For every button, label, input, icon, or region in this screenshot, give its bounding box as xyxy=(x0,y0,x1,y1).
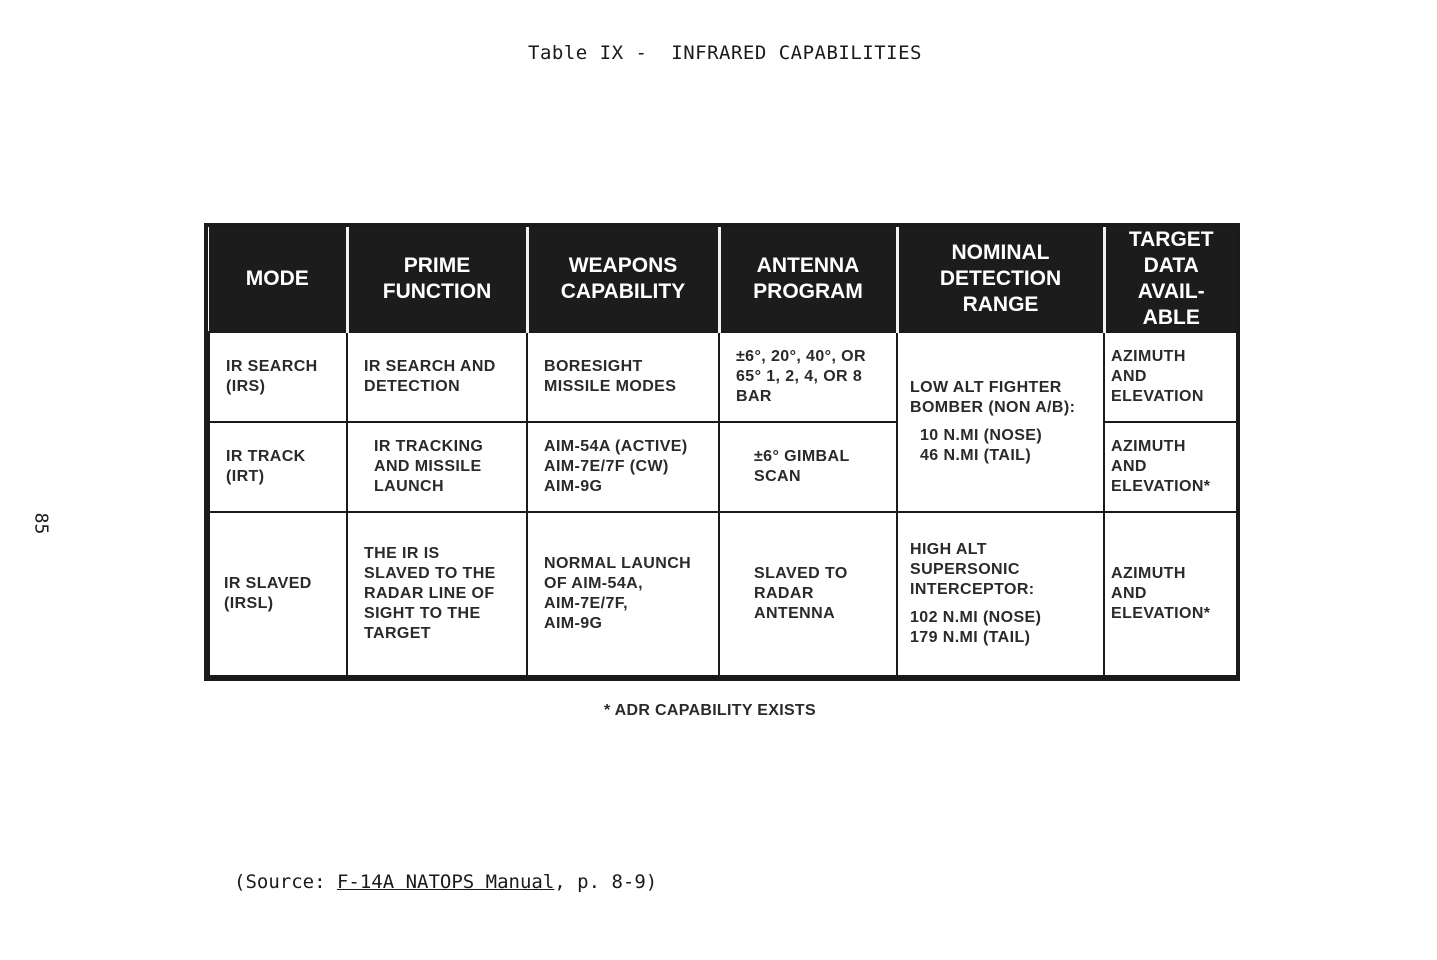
header-prime-function: PRIME FUNCTION xyxy=(347,227,527,332)
header-row xyxy=(209,227,1237,332)
cell-antenna: SLAVED TO RADAR ANTENNA xyxy=(719,512,897,676)
source-citation xyxy=(234,871,657,893)
page-number: 85 xyxy=(30,512,52,535)
infrared-capabilities-table xyxy=(204,223,1240,681)
cell-target-data: AZIMUTH AND ELEVATION xyxy=(1104,332,1237,422)
cell-function: IR TRACKING AND MISSILE LAUNCH xyxy=(347,422,527,512)
cell-antenna: ±6° GIMBAL SCAN xyxy=(719,422,897,512)
cell-function: THE IR IS SLAVED TO THE RADAR LINE OF SIGHT TO THE TARGET xyxy=(347,512,527,676)
header-mode: MODE xyxy=(209,227,347,332)
table-row xyxy=(209,332,1237,422)
header-target-data-available: TARGET DATA AVAIL- ABLE xyxy=(1104,227,1237,332)
cell-antenna: ±6°, 20°, 40°, OR 65° 1, 2, 4, OR 8 BAR xyxy=(719,332,897,422)
source-prefix: (Source: xyxy=(234,871,337,893)
cell-mode: IR SLAVED (IRSL) xyxy=(209,512,347,676)
cell-mode: IR SEARCH (IRS) xyxy=(209,332,347,422)
capabilities-table xyxy=(208,227,1238,677)
header-antenna-program: ANTENNA PROGRAM xyxy=(719,227,897,332)
cell-target-data: AZIMUTH AND ELEVATION* xyxy=(1104,422,1237,512)
source-suffix: , p. 8-9) xyxy=(554,871,658,893)
cell-weapons: NORMAL LAUNCH OF AIM-54A, AIM-7E/7F, AIM-9G xyxy=(527,512,719,676)
cell-function: IR SEARCH AND DETECTION xyxy=(347,332,527,422)
table-title: Table IX - INFRARED CAPABILITIES xyxy=(528,42,922,64)
footnote: * ADR CAPABILITY EXISTS xyxy=(604,702,816,719)
header-weapons-capability: WEAPONS CAPABILITY xyxy=(527,227,719,332)
cell-detection-range-low-alt: LOW ALT FIGHTER BOMBER (NON A/B): 10 N.MI (NOSE) 46 N.MI (TAIL) xyxy=(897,332,1104,512)
table-row xyxy=(209,512,1237,676)
cell-weapons: BORESIGHT MISSILE MODES xyxy=(527,332,719,422)
cell-target-data: AZIMUTH AND ELEVATION* xyxy=(1104,512,1237,676)
cell-detection-range-high-alt: HIGH ALT SUPERSONIC INTERCEPTOR: 102 N.MI (NOSE) 179 N.MI (TAIL) xyxy=(897,512,1104,676)
source-manual-title: F-14A NATOPS Manual xyxy=(336,871,555,893)
cell-weapons: AIM-54A (ACTIVE) AIM-7E/7F (CW) AIM-9G xyxy=(527,422,719,512)
cell-mode: IR TRACK (IRT) xyxy=(209,422,347,512)
header-nominal-detection-range: NOMINAL DETECTION RANGE xyxy=(897,227,1104,332)
